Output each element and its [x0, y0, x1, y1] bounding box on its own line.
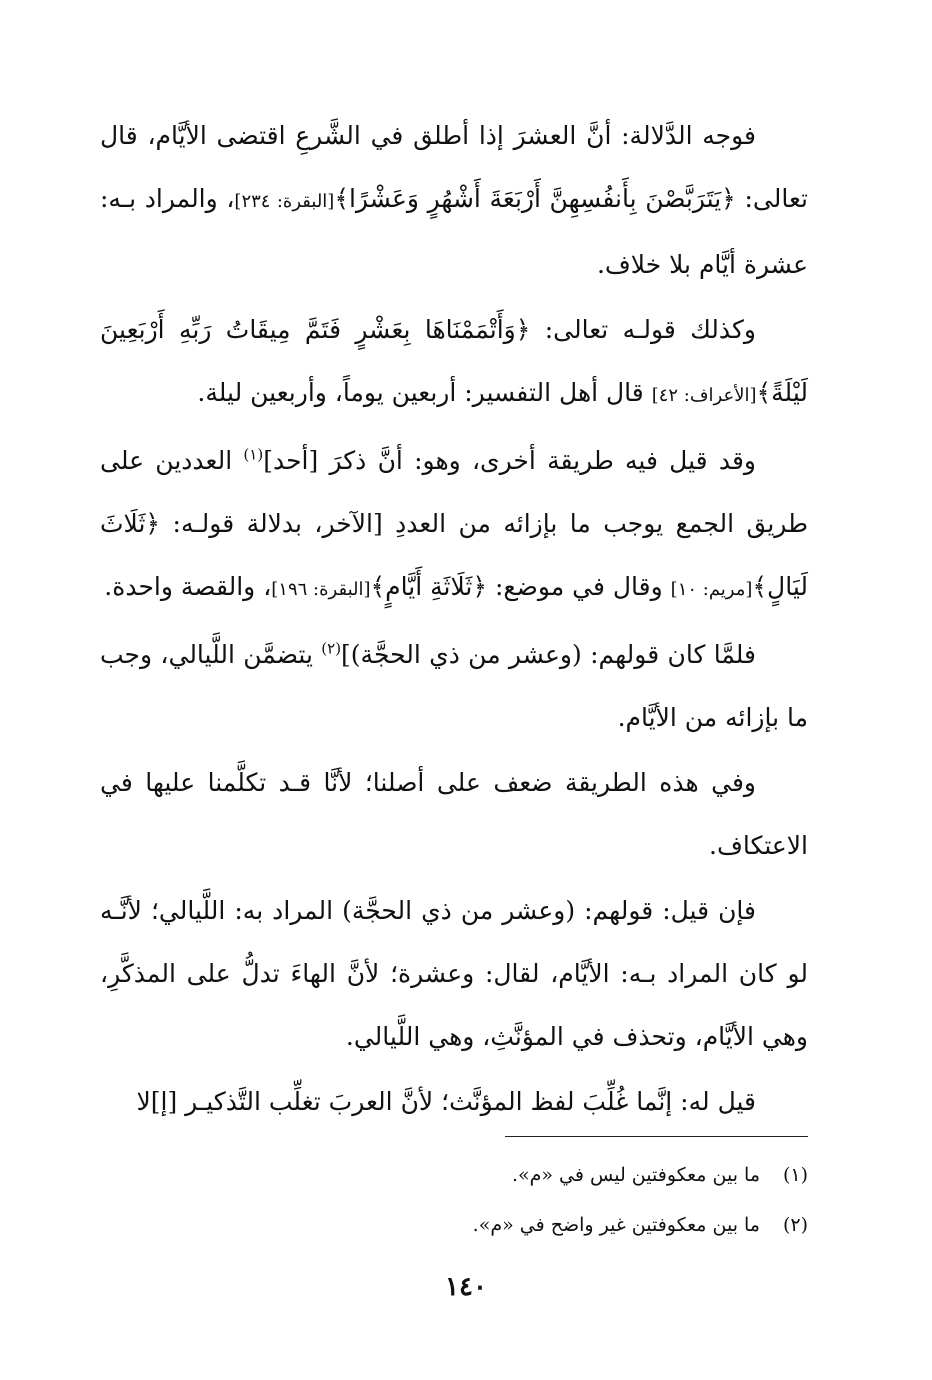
footnote: [100, 1200, 808, 1250]
paragraph-text: ، والقصة واحدة.: [104, 572, 272, 601]
quran-verse: ﴿ثَلَاثَ لَيَالٍ﴾: [100, 509, 808, 601]
footnote-marker: (١): [243, 445, 264, 464]
footnote: [100, 1150, 808, 1200]
paragraph: [100, 298, 808, 427]
paragraph: [100, 623, 808, 749]
footnote-number: (١): [782, 1164, 808, 1186]
main-text: [100, 104, 808, 1135]
paragraph-text: قال أهل التفسير: أربعين يوماً، وأربعين ليلة.: [197, 378, 652, 407]
verse-reference: [البقرة: ٢٣٤]: [234, 191, 335, 212]
verse-reference: [البقرة: ١٩٦]: [271, 579, 371, 600]
quran-verse: ﴿وَأَتْمَمْنَاهَا بِعَشْرٍ فَتَمَّ مِيقَاتُ رَبِّهِ أَرْبَعِينَ لَيْلَةً﴾: [100, 315, 808, 407]
footnote-text: ما بين معكوفتين غير واضح في «م».: [472, 1214, 760, 1236]
paragraph: [100, 429, 808, 621]
footnote-marker: (٢): [321, 639, 342, 658]
paragraph-text: وقد قيل فيه طريقة أخرى، وهو: أنَّ ذكرَ [أحد]: [263, 446, 756, 475]
footnotes: [100, 1150, 808, 1250]
paragraph-text: ، والمراد بـه: عشرة أيَّام بلا خلاف.: [100, 184, 808, 279]
paragraph: [100, 104, 808, 296]
footnote-number: (٢): [782, 1214, 808, 1236]
paragraph-text: وقال في موضع:: [487, 572, 671, 601]
quran-verse: ﴿يَتَرَبَّصْنَ بِأَنفُسِهِنَّ أَرْبَعَةَ أَشْهُرٍ وَعَشْرًا﴾: [334, 184, 736, 213]
page-number: ١٤٠: [445, 1272, 487, 1302]
paragraph-text: وكذلك قولـه تعالى:: [530, 315, 756, 344]
paragraph: [100, 1070, 808, 1133]
paragraph-text: فوجه الدَّلالة: أنَّ العشرَ إذا أطلق في الشَّرعِ اقتضى الأيَّام، قال تعالى:: [100, 121, 808, 213]
verse-reference: [الأعراف: ٤٢]: [651, 385, 757, 406]
paragraph-text: قيل له: إنَّما غُلِّبَ لفظ المؤنَّث؛ لأنَّ العربَ تغلِّب التَّذكيـر [إ]لا: [136, 1087, 756, 1116]
paragraph-text: يتضمَّن اللَّيالي، وجب ما بإزائه من الأيَّام.: [100, 640, 808, 732]
paragraph: [100, 879, 808, 1068]
paragraph-text: فلمَّا كان قولهم: (وعشر من ذي الحجَّة)]: [341, 640, 756, 669]
paragraph-text: وفي هذه الطريقة ضعف على أصلنا؛ لأنَّا قـد تكلَّمنا عليها في الاعتكاف.: [100, 768, 808, 860]
footnote-text: ما بين معكوفتين ليس في «م».: [511, 1164, 760, 1186]
paragraph-text: فإن قيل: قولهم: (وعشر من ذي الحجَّة) المراد به: اللَّيالي؛ لأنَّـه لو كان المراد بـه: الأيَّام، لقال: وعشرة؛ لأنَّ الهاءَ تدلُّ على المذكَّرِ، وهي الأيَّام، وتحذف في المؤنَّثِ، وهي اللَّيالي.: [100, 896, 808, 1051]
quran-verse: ﴿ثَلَاثَةِ أَيَّامٍ﴾: [370, 572, 487, 601]
verse-reference: [مريم: ١٠]: [670, 579, 753, 600]
paragraph-text: العددين على طريق الجمع يوجب ما بإزائه من العددِ [الآخر، بدلالة قولـه:: [100, 446, 808, 538]
footnote-separator: [505, 1136, 808, 1137]
paragraph: [100, 751, 808, 877]
